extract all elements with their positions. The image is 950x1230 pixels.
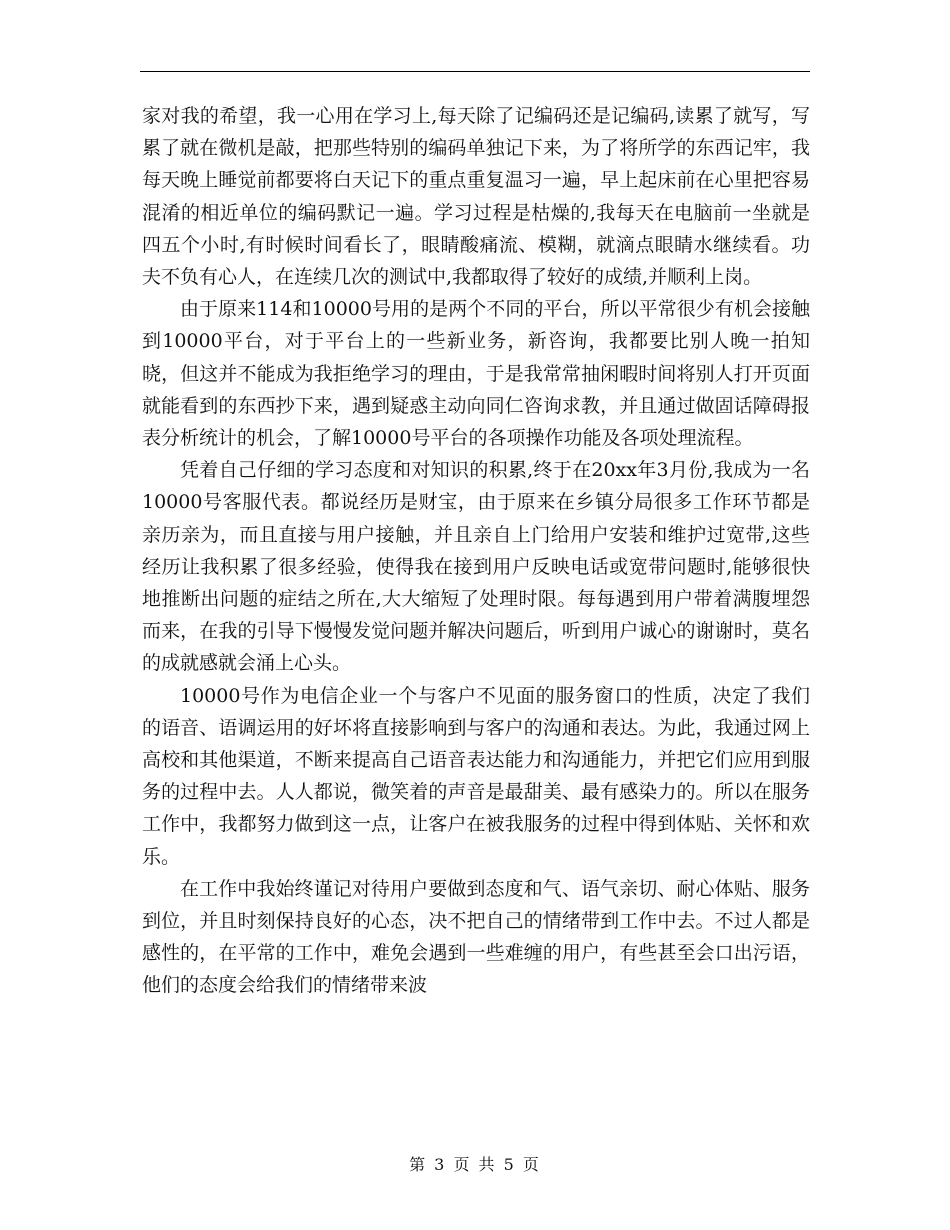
paragraph-2: 由于原来114和10000号用的是两个不同的平台，所以平常很少有机会接触到10000平台，对于平台上的一些新业务，新咨询，我都要比别人晚一拍知晓，但这并不能成为我拒绝学习的理由，于是我常常抽闲暇时间将别人打开页面就能看到的东西抄下来，遇到疑惑主动向同仁咨询求教，并且通过做固话障碍报表分析统计的机会，了解10000号平台的各项操作功能及各项处理流程。 — [142, 298, 810, 450]
page-number-footer: 第 3 页 共 5 页 — [409, 1155, 541, 1174]
paragraph-5: 在工作中我始终谨记对待用户要做到态度和气、语气亲切、耐心体贴、服务到位，并且时刻保持良好的心态，决不把自己的情绪带到工作中去。不过人都是感性的，在平常的工作中，难免会遇到一些难缠的用户，有些甚至会口出污语，他们的态度会给我们的情绪带来波 — [142, 877, 810, 997]
header-rule — [140, 71, 810, 72]
paragraph-3: 凭着自己仔细的学习态度和对知识的积累,终于在20xx年3月份,我成为一名 10000号客服代表。都说经历是财宝，由于原来在乡镇分局很多工作环节都是亲历亲为，而且直接与用户接触，并且亲自上门给用户安装和维护过宽带,这些经历让我积累了很多经验，使得我在接到用户反映电话或宽带问题时,能够很快地推断出问题的症结之所在,大大缩短了处理时限。每每遇到用户带着满腹埋怨而来，在我的引导下慢慢发觉问题并解决问题后，听到用户诚心的谢谢时，莫名的成就感就会涌上心头。 — [142, 459, 810, 675]
paragraph-1: 家对我的希望，我一心用在学习上,每天除了记编码还是记编码,读累了就写，写累了就在微机是敲，把那些特别的编码单独记下来，为了将所学的东西记牢，我每天晚上睡觉前都要将白天记下的重点重复温习一遍，早上起床前在心里把容易混淆的相近单位的编码默记一遍。学习过程是枯燥的,我每天在电脑前一坐就是四五个小时,有时候时间看长了，眼睛酸痛流、模糊，就滴点眼睛水继续看。功夫不负有心人，在连续几次的测试中,我都取得了较好的成绩,并顺利上岗。 — [142, 105, 810, 289]
paragraph-4: 10000号作为电信企业一个与客户不见面的服务窗口的性质，决定了我们的语音、语调运用的好坏将直接影响到与客户的沟通和表达。为此，我通过网上高校和其他渠道，不断来提高自己语音表达能力和沟通能力，并把它们应用到服务的过程中去。人人都说，微笑着的声音是最甜美、最有感染力的。所以在服务工作中，我都努力做到这一点，让客户在被我服务的过程中得到体贴、关怀和欢乐。 — [142, 684, 810, 868]
document-body — [142, 100, 810, 1002]
